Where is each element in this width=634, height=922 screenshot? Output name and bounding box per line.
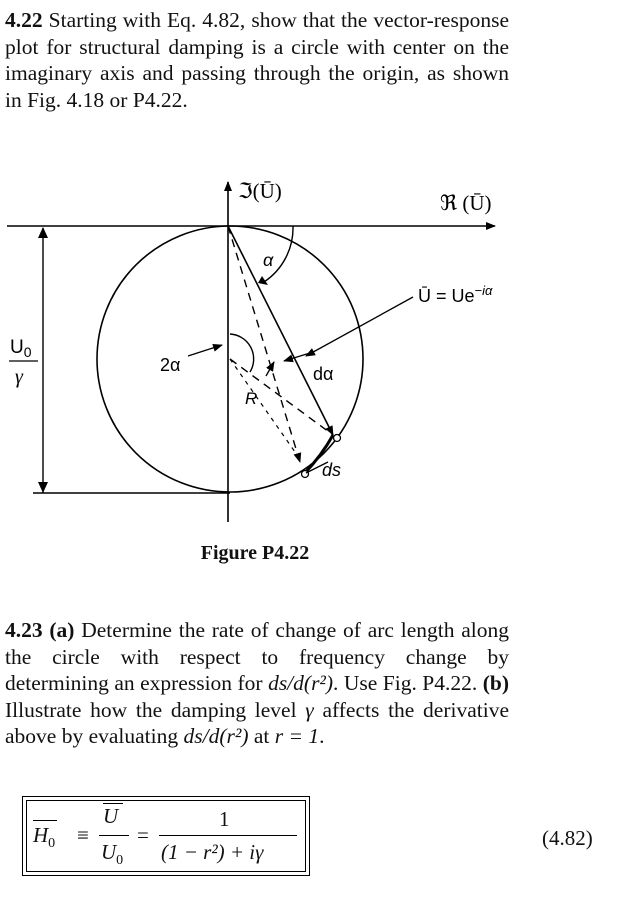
ds-expression-2: ds/d(r²) [183, 724, 249, 749]
equiv-symbol: ≡ [77, 823, 89, 847]
equals-symbol: = [137, 823, 149, 847]
fraction1-denominator: $U_0$ [101, 840, 124, 869]
r-equals-one: r = 1 [274, 724, 320, 749]
imag-axis-label: ℑ(Ū) [238, 179, 282, 203]
figure-p4-22 [0, 160, 634, 540]
fraction1-numerator: U [103, 804, 119, 828]
diameter-denominator: γ [15, 366, 23, 388]
part-a-text-end: . Use Fig. P4.22. [333, 671, 478, 696]
vector-u [228, 226, 333, 435]
gamma-symbol: γ [305, 697, 314, 722]
ds-expression: ds/d(r²) [268, 671, 334, 696]
problem-number: 4.22 [5, 8, 43, 32]
diameter-numerator: $U_0$ [10, 337, 32, 360]
fraction2-numerator: 1 [219, 807, 230, 831]
real-axis-label: ℜ (Ū) [440, 191, 492, 215]
u-label: Ū = $Ue^{-i\alpha}$ [418, 283, 493, 306]
part-a-label: (a) [49, 618, 75, 642]
alpha-label: α [263, 250, 274, 270]
d-alpha-label: dα [313, 364, 334, 384]
radius-label: R [245, 389, 258, 408]
equation-box [22, 796, 310, 876]
part-a-text: Determine the rate of change of arc length along the circle with respect to frequency change by determining an expression for [5, 618, 509, 696]
part-b-label: (b) [482, 671, 510, 696]
part-b-text: Illustrate how the damping level [5, 697, 306, 722]
part-b-text-3: at [248, 724, 275, 749]
two-alpha-arc [230, 334, 254, 372]
figure-caption: Figure P4.22 [200, 542, 310, 564]
equation-lhs: $H_0$ [33, 823, 56, 852]
problem-4-22 [5, 7, 509, 113]
two-alpha-label: 2α [160, 355, 181, 375]
equation-number: (4.82) [542, 826, 593, 850]
problem-number: 4.23 [5, 618, 43, 642]
part-b-text-2: affects the derivative above by evaluating [5, 697, 509, 749]
problem-4-23 [5, 617, 509, 750]
fraction2-denominator: (1 − r²) + iγ [161, 840, 264, 864]
part-b-text-4: . [319, 724, 325, 749]
ds-label: ds [322, 460, 342, 480]
problem-text: Starting with Eq. 4.82, show that the vector-response plot for structural damping is a circle with center on the imaginary axis and passing through the origin, as shown in Fig. 4.18 or P4.22. [5, 8, 509, 112]
